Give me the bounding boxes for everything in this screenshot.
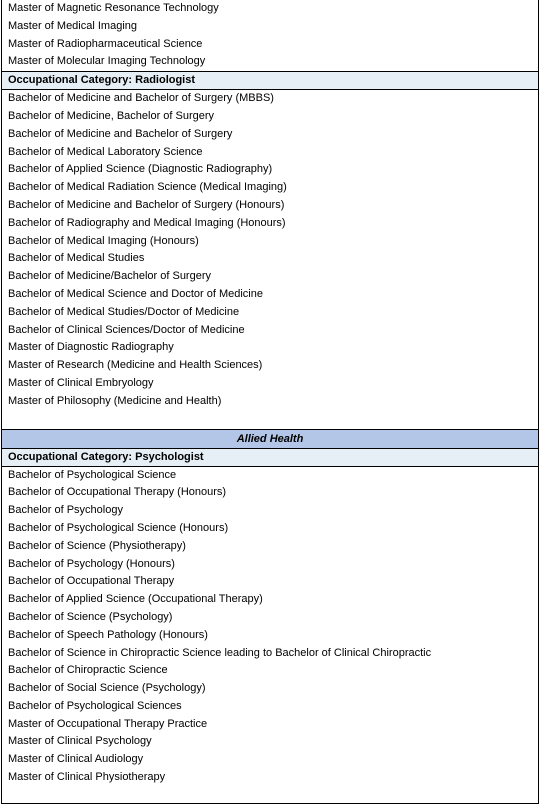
list-item: Bachelor of Occupational Therapy bbox=[8, 575, 175, 588]
list-item: Master of Clinical Psychology bbox=[8, 735, 152, 748]
category-header-radiologist: Occupational Category: Radiologist bbox=[2, 71, 538, 90]
list-item: Bachelor of Medicine and Bachelor of Surgery bbox=[8, 127, 233, 140]
radiologist-list bbox=[2, 90, 538, 428]
list-item: Bachelor of Medical Science and Doctor of Medicine bbox=[8, 287, 263, 300]
list-item: Bachelor of Psychology bbox=[8, 504, 123, 517]
list-item: Master of Radiopharmaceutical Science bbox=[8, 37, 203, 50]
list-item: Bachelor of Social Science (Psychology) bbox=[8, 682, 206, 695]
list-item: Master of Research (Medicine and Health Sciences) bbox=[8, 359, 263, 372]
list-item: Master of Occupational Therapy Practice bbox=[8, 717, 208, 730]
list-item: Master of Molecular Imaging Technology bbox=[8, 55, 206, 68]
qualifications-table bbox=[1, 0, 539, 804]
list-item: Master of Philosophy (Medicine and Health) bbox=[8, 394, 222, 407]
psychologist-list bbox=[2, 467, 538, 803]
list-item: Master of Clinical Physiotherapy bbox=[8, 771, 166, 784]
category-header-psychologist: Occupational Category: Psychologist bbox=[2, 449, 538, 467]
section-header-allied-health: Allied Health bbox=[2, 429, 538, 449]
list-item: Bachelor of Speech Pathology (Honours) bbox=[8, 628, 208, 641]
list-item: Bachelor of Medicine and Bachelor of Surgery (Honours) bbox=[8, 198, 285, 211]
list-item: Bachelor of Clinical Sciences/Doctor of Medicine bbox=[8, 323, 245, 336]
list-item: Bachelor of Chiropractic Science bbox=[8, 664, 168, 677]
list-item: Master of Diagnostic Radiography bbox=[8, 341, 174, 354]
list-item: Bachelor of Medical Imaging (Honours) bbox=[8, 234, 199, 247]
list-item: Bachelor of Psychology (Honours) bbox=[8, 557, 175, 570]
list-item: Bachelor of Psychological Science (Honours) bbox=[8, 521, 229, 534]
list-item: Master of Clinical Audiology bbox=[8, 753, 144, 766]
list-item: Bachelor of Medical Studies/Doctor of Medicine bbox=[8, 305, 240, 318]
list-item: Master of Medical Imaging bbox=[8, 19, 137, 32]
list-item: Master of Clinical Embryology bbox=[8, 376, 154, 389]
list-item: Bachelor of Psychological Sciences bbox=[8, 699, 182, 712]
list-item: Bachelor of Psychological Science bbox=[8, 468, 177, 481]
list-item: Bachelor of Medicine and Bachelor of Surgery (MBBS) bbox=[8, 92, 274, 105]
list-item: Bachelor of Medical Studies bbox=[8, 252, 145, 265]
list-item: Bachelor of Applied Science (Diagnostic Radiography) bbox=[8, 163, 273, 176]
list-item: Bachelor of Medical Radiation Science (Medical Imaging) bbox=[8, 181, 287, 194]
list-item: Master of Magnetic Resonance Technology bbox=[8, 2, 219, 14]
list-item: Bachelor of Science (Psychology) bbox=[8, 610, 173, 623]
list-item: Bachelor of Medicine/Bachelor of Surgery bbox=[8, 270, 211, 283]
list-item: Bachelor of Medical Laboratory Science bbox=[8, 145, 203, 158]
list-item: Bachelor of Radiography and Medical Imaging (Honours) bbox=[8, 216, 286, 229]
list-item: Bachelor of Applied Science (Occupational Therapy) bbox=[8, 593, 263, 606]
list-item: Bachelor of Science (Physiotherapy) bbox=[8, 539, 186, 552]
list-item: Bachelor of Occupational Therapy (Honours) bbox=[8, 486, 227, 499]
top-list bbox=[2, 0, 538, 71]
list-item: Bachelor of Medicine, Bachelor of Surgery bbox=[8, 109, 215, 122]
list-item: Bachelor of Science in Chiropractic Science leading to Bachelor of Clinical Chiropractic bbox=[8, 646, 432, 659]
